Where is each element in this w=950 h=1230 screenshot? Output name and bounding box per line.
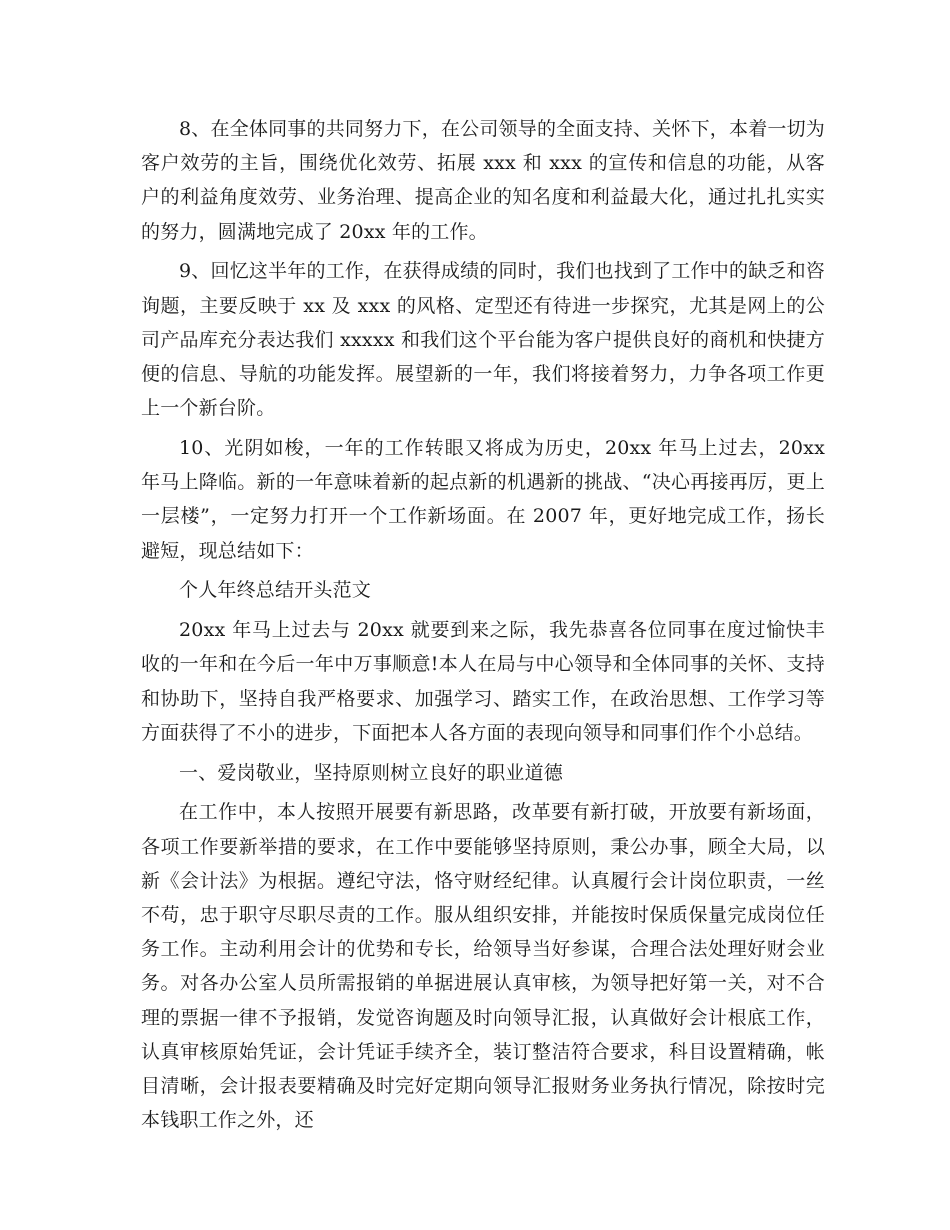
section-heading-1: 一、爱岗敬业，坚持原则树立良好的职业道德 — [179, 761, 564, 784]
paragraph-intro: 20xx 年马上过去与 20xx 就要到来之际，我先恭喜各位同事在度过愉快丰收的一年和在今后一年中万事顺意!本人在局与中心领导和全体同事的关怀、支持和协助下，坚持自我严格要求、加强学习、踏实工作，在政治思想、工作学习等方面获得了不小的进步，下面把本人各方面的表现向领导和同事们作个小总结。 — [141, 619, 825, 744]
paragraph-item-8: 8、在全体同事的共同努力下，在公司领导的全面支持、关怀下，本着一切为客户效劳的主旨，围绕优化效劳、拓展 xxx 和 xxx 的宣传和信息的功能，从客户的利益角度效劳、业务治理、提高企业的知名度和利益最大化，通过扎扎实实的努力，圆满地完成了 20xx 年的工作。 — [141, 118, 825, 243]
document-page — [141, 112, 825, 1143]
section-title-sample: 个人年终总结开头范文 — [179, 579, 372, 602]
paragraph-item-9: 9、回忆这半年的工作，在获得成绩的同时，我们也找到了工作中的缺乏和咨询题，主要反映于 xx 及 xxx 的风格、定型还有待进一步探究，尤其是网上的公司产品库充分表达我们 xxxxx 和我们这个平台能为客户提供良好的商机和快捷方便的信息、导航的功能发挥。展望新的一年，我们将接着努力，力争各项工作更上一个新台阶。 — [141, 260, 825, 420]
paragraph-item-10: 10、光阴如梭，一年的工作转眼又将成为历史，20xx 年马上过去，20xx 年马上降临。新的一年意味着新的起点新的机遇新的挑战、“决心再接再厉，更上一层楼”，一定努力打开一个工作新场面。在 2007 年，更好地完成工作，扬长避短，现总结如下： — [141, 437, 825, 562]
paragraph-work: 在工作中，本人按照开展要有新思路，改革要有新打破，开放要有新场面，各项工作要新举措的要求，在工作中要能够坚持原则，秉公办事，顾全大局，以新《会计法》为根据。遵纪守法，恪守财经纪律。认真履行会计岗位职责，一丝不苟，忠于职守尽职尽责的工作。服从组织安排，并能按时保质保量完成岗位任务工作。主动利用会计的优势和专长，给领导当好参谋，合理合法处理好财会业务。对各办公室人员所需报销的单据进展认真审核，为领导把好第一关，对不合理的票据一律不予报销，发觉咨询题及时向领导汇报，认真做好会计根底工作，认真审核原始凭证，会计凭证手续齐全，装订整洁符合要求，科目设置精确，帐目清晰，会计报表要精确及时完好定期向领导汇报财务业务执行情况，除按时完本钱职工作之外，还 — [141, 801, 825, 1132]
